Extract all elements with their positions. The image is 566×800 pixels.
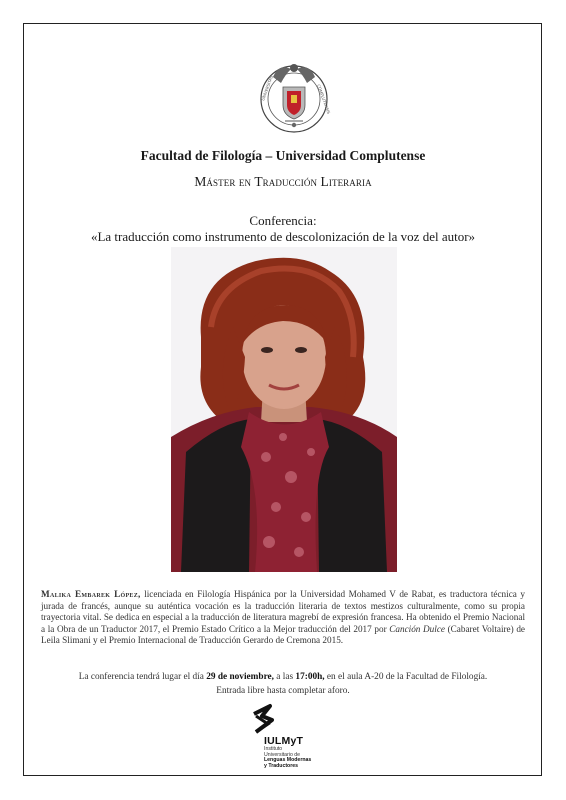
svg-text:UNIVERSITAS: UNIVERSITAS [260, 74, 274, 102]
event-info [0, 670, 566, 698]
bio-text-part-2: (Cabaret Voltaire) de Leila Slimani y el Premio Internacional de Traducción Gerardo de Cremona 2015. [41, 623, 526, 646]
event-details-line [0, 670, 566, 684]
faculty-heading: Facultad de Filología – Universidad Complutense [140, 148, 426, 163]
speaker-photo [171, 247, 397, 572]
logo-line-4: y Traductores [264, 762, 299, 769]
event-prefix: La conferencia tendrá lugar el día [78, 672, 207, 682]
event-entry-line: Entrada libre hasta completar aforo. [216, 686, 350, 696]
speaker-name: Malika Embarek López, [41, 589, 141, 599]
conference-label: Conferencia: [249, 213, 317, 228]
logo-line-2: Universitario de [264, 751, 301, 758]
university-seal-icon [255, 59, 333, 137]
event-time: 17:00h, [295, 672, 325, 682]
logo-text [264, 735, 311, 769]
event-middle: a las [273, 672, 296, 682]
logo-line-3: Lenguas Modernas [264, 757, 312, 764]
logo-line-1: Instituto [264, 746, 283, 752]
book-title: Canción Dulce [389, 623, 445, 634]
event-date: 29 de noviembre, [206, 672, 274, 682]
bio-text-part-1: licenciada en Filología Hispánica por la Universidad Mohamed V de Rabat, es traductora técnica y jurada de francés, aunque su auténtica vocación es la traducción literaria de textos mestizos culturalmente, como su propia trayectoria vital. Se dedica en especial a la traducción de literatura magrebí de expresión francesa. Ha obtenido el Premio Nacional a la Obra de un Traductor 2017, el Premio Estado Crítico a la Mejor traducción del 2017 por [41, 589, 525, 634]
master-heading: Máster en Traducción Literaria [194, 174, 372, 189]
speaker-bio [41, 589, 525, 647]
event-location: en el aula A-20 de la Facultad de Filología. [324, 672, 488, 682]
conference-title: «La traducción como instrumento de descolonización de la voz del autor» [90, 229, 476, 244]
svg-text:COMPLUTENSIS: COMPLUTENSIS [316, 83, 332, 115]
logo-brand: IULMyT [264, 735, 304, 747]
